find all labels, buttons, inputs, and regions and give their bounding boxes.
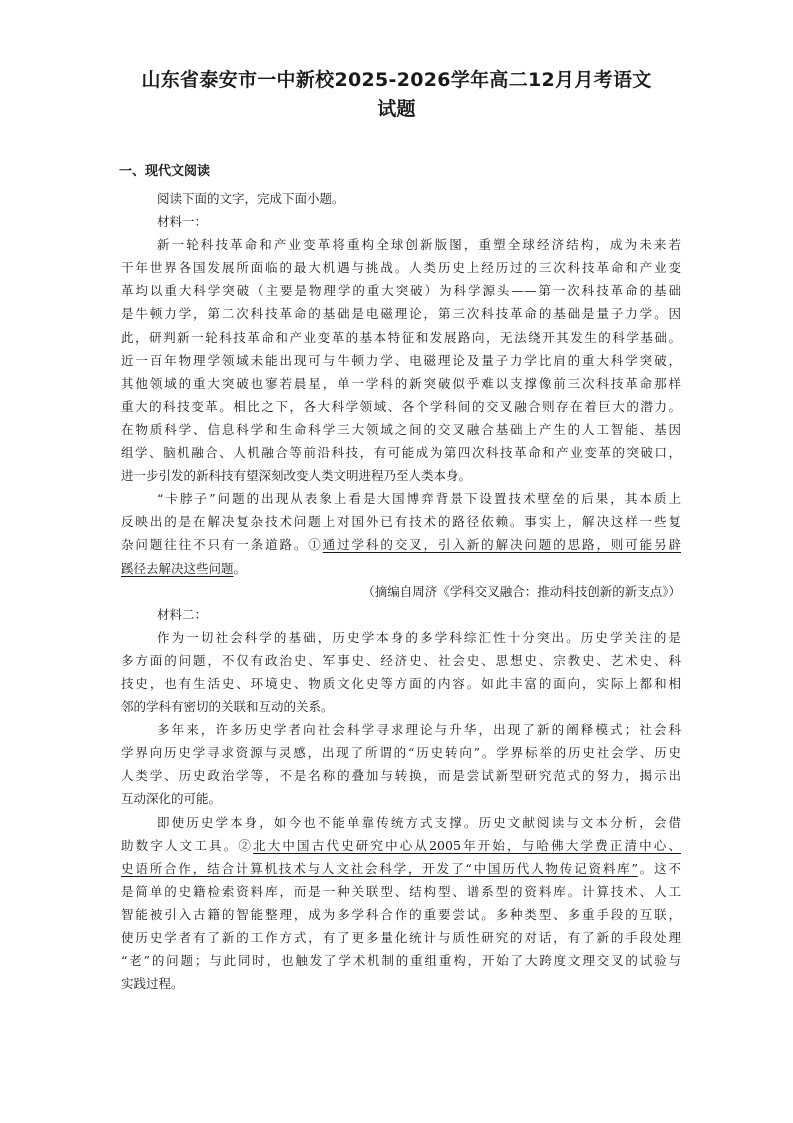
text-line (121, 418, 681, 441)
text-line (121, 949, 681, 972)
text-line (121, 372, 681, 395)
text-segment: 技史，也有生活史、环境史、物质文化史等方面的内容。如此丰富的面向，实际上都和相 (121, 675, 681, 691)
text-segment: 此，研判新一轮科技革命和产业变革的基本特征和发展路向，无法绕开其发生的科学基础。 (121, 329, 681, 345)
text-line (121, 395, 681, 418)
text-segment: 智能被引入古籍的智能整理，成为多学科合作的重要尝试。多种类型、多重手段的互联， (121, 906, 681, 922)
text-line (121, 279, 681, 302)
text-segment: 作为一切社会科学的基础，历史学本身的多学科综汇性十分突出。历史学关注的是 (157, 629, 681, 645)
text-segment: 反映出的是在解决复杂技术问题上对国外已有技术的路径依赖。事实上，解决这样一些复 (121, 514, 681, 530)
text-segment: 新一轮科技革命和产业变革将重构全球创新版图，重塑全球经济结构，成为未来若 (157, 237, 681, 253)
text-line (121, 972, 681, 995)
title-line-2: 试题 (377, 98, 416, 120)
text-line (121, 626, 681, 649)
text-line (121, 764, 681, 787)
text-segment: （摘编自周济《学科交叉融合：推动科技创新的新支点》） (362, 583, 681, 599)
text-segment: 邻的学科有密切的关联和互动的关系。 (121, 699, 334, 715)
text-segment: “卡脖子”问题的出现从表象上看是大国博弈背景下设置技术壁垒的后果，其本质上 (157, 491, 681, 507)
text-line (121, 510, 681, 533)
text-line (121, 857, 681, 880)
text-line (121, 811, 681, 834)
text-segment: 重大的科技变革。相比之下，各大科学领域、各个学科间的交叉融合则存在着巨大的潜力。 (121, 398, 681, 414)
underlined-passage: 蹊径去解决这些问题 (121, 560, 234, 576)
text-segment: 干年世界各国发展所面临的最大机遇与挑战。人类历史上经历过的三次科技革命和产业变 (121, 260, 681, 276)
text-line (121, 256, 681, 279)
text-line (121, 210, 681, 233)
text-line (121, 233, 681, 256)
text-line (121, 672, 681, 695)
text-line (121, 187, 681, 210)
underlined-passage: 北大中国古代史研究中心从2005年开始，与哈佛大学费正清中心、 (253, 837, 681, 853)
text-line (121, 349, 681, 372)
text-line (121, 880, 681, 903)
text-line (121, 741, 681, 764)
text-segment: 助数字人文工具。② (121, 837, 254, 853)
text-line (121, 302, 681, 325)
text-segment: 杂问题往往不只有一条道路。① (121, 537, 323, 553)
text-segment: 组学、脑机融合、人机融合等前沿科技，有可能成为第四次科技革命和产业变革的突破口， (121, 445, 681, 461)
text-line (121, 326, 681, 349)
text-segment: 。这不 (637, 860, 681, 876)
text-segment: 互动深化的可能。 (121, 791, 222, 807)
text-line (121, 695, 681, 718)
underlined-passage: 史语所合作，结合计算机技术与人文社会科学，开发了“中国历代人物传记资料库” (121, 860, 638, 876)
text-segment: 人类学、历史政治学等，不是名称的叠加与转换，而是尝试新型研究范式的努力，揭示出 (121, 768, 681, 784)
text-line (121, 787, 681, 810)
text-line (121, 557, 681, 580)
text-line (121, 649, 681, 672)
title-line-1: 山东省泰安市一中新校2025-2026学年高二12月月考语文 (141, 69, 652, 91)
text-segment: 是简单的史籍检索资料库，而是一种关联型、结构型、谱系型的资料库。计算技术、人工 (121, 883, 681, 899)
text-line (121, 441, 681, 464)
text-segment: 其他领域的重大突破也寥若晨星，单一学科的新突破似乎难以支撑像前三次科技革命那样 (121, 375, 681, 391)
text-segment: 实践过程。 (121, 976, 184, 992)
text-segment: 学界向历史学寻求资源与灵感，出现了所谓的“历史转向”。学界标举的历史社会学、历史 (121, 745, 681, 761)
text-segment: 材料一： (157, 214, 208, 230)
text-segment: 多年来，许多历史学者向社会科学寻求理论与升华，出现了新的阐释模式；社会科 (157, 722, 681, 738)
text-line (121, 834, 681, 857)
text-line (121, 718, 681, 741)
text-segment: 阅读下面的文字，完成下面小题。 (157, 191, 345, 206)
text-line (121, 903, 681, 926)
text-line (121, 926, 681, 949)
section-heading: 一、现代文阅读 (119, 164, 211, 179)
underlined-passage: 通过学科的交叉，引入新的解决问题的思路，则可能另辟 (322, 537, 681, 553)
text-segment: 。 (233, 560, 247, 576)
document-title (80, 66, 713, 124)
text-segment: 是牛顿力学，第二次科技革命的基础是电磁理论，第三次科技革命的基础是量子力学。因 (121, 306, 681, 322)
text-segment: 革均以重大科学突破（主要是物理学的重大突破）为科学源头——第一次科技革命的基础 (121, 283, 681, 299)
text-line (121, 464, 681, 487)
document-body (121, 187, 681, 995)
text-segment: 即使历史学本身，如今也不能单靠传统方式支撑。历史文献阅读与文本分析，会借 (157, 814, 681, 830)
text-line (121, 533, 681, 556)
text-segment: 多方面的问题，不仅有政治史、军事史、经济史、社会史、思想史、宗教史、艺术史、科 (121, 652, 681, 668)
text-segment: “老”的问题；与此同时，也触发了学术机制的重组重构，开始了大跨度文理交叉的试验与 (121, 953, 681, 969)
text-segment: 材料二： (157, 606, 208, 622)
text-segment: 进一步引发的新科技有望深刻改变人类文明进程乃至人类本身。 (121, 468, 472, 484)
text-line (121, 487, 681, 510)
text-segment: 近一百年物理学领域未能出现可与牛顿力学、电磁理论及量子力学比肩的重大科学突破， (121, 352, 681, 368)
text-line (121, 603, 681, 626)
text-segment: 使历史学者有了新的工作方式，有了更多量化统计与质性研究的对话，有了新的手段处理 (121, 930, 681, 945)
text-segment: 在物质科学、信息科学和生命科学三大领域之间的交叉融合基础上产生的人工智能、基因 (121, 421, 681, 437)
source-citation (121, 580, 681, 603)
